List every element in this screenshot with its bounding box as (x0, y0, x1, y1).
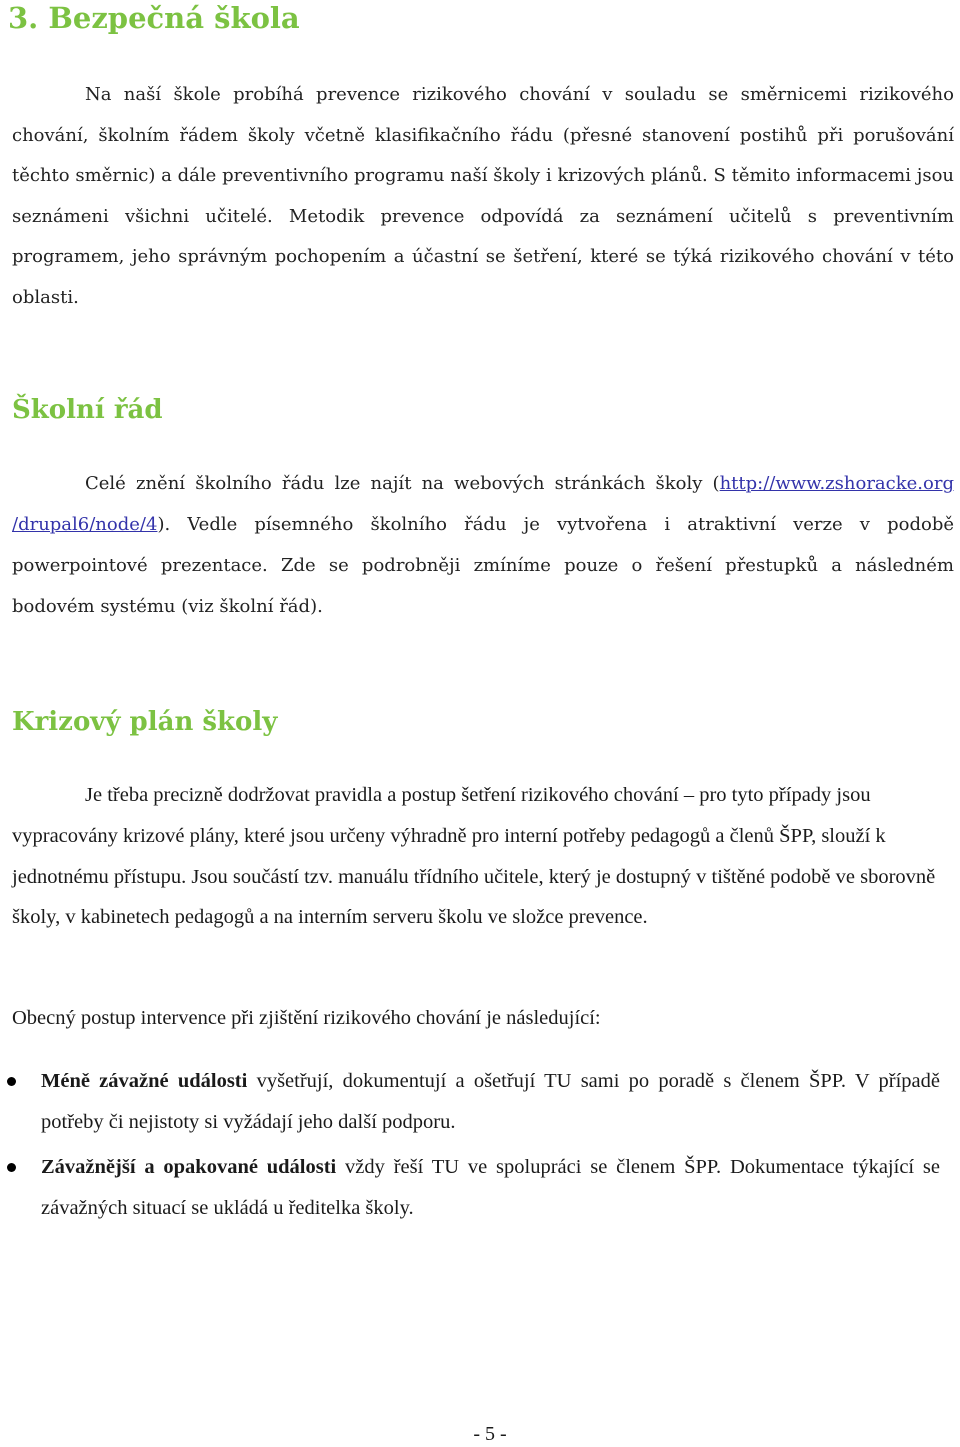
bullet-icon (7, 1077, 16, 1086)
krizovy-plan-heading: Krizový plán školy (12, 707, 278, 737)
intervention-intro: Obecný postup intervence při zjištění rizikového chování je následující: (12, 1007, 601, 1029)
school-website-link[interactable]: http://www.zshoracke.org /drupal6/node/4 (12, 473, 954, 535)
bullet-text: vždy řeší TU ve spolupráci se členem ŠPP. Dokumentace týkající se závažných situací se ukládá u ředitelka školy. (41, 1156, 940, 1219)
page-number: - 5 - (473, 1423, 507, 1445)
skolni-rad-text-end: ). Vedle písemného školního řádu je vytvořena i atraktivní verze v podobě powerpointové prezentace. Zde se podrobněji zmíníme pouze o řešení přestupků a následném bodovém systému (viz školní řád). (12, 514, 954, 617)
krizovy-plan-paragraph: Je třeba precizně dodržovat pravidla a postup šetření rizikového chování – pro tyto případy jsou vypracovány krizové plány, které jsou určeny výhradně pro interní potřeby pedagogů a členů ŠPP, slouží k jednotnému přístupu. Jsou součástí tzv. manuálu třídního učitele, který je dostupný v tištěné podobě ve sborovně školy, v kabinetech pedagogů a na interním serveru školu ve složce prevence. (12, 784, 936, 929)
skolni-rad-paragraph (12, 463, 954, 627)
list-item (0, 1061, 940, 1143)
intro-paragraph: Na naší škole probíhá prevence rizikového chování v souladu se směrnicemi rizikového chování, školním řádem školy včetně klasifikačního řádu (přesné stanovení postihů při porušování těchto směrnic) a dále preventivního programu naší školy i krizových plánů. S těmito informacemi jsou seznámeni všichni učitelé. Metodik prevence odpovídá za seznámení učitelů s preventivním programem, jeho správným pochopením a účastní se šetření, které se týká rizikového chování v této oblasti. (12, 84, 954, 308)
skolni-rad-heading: Školní řád (12, 395, 163, 425)
bullet-bold-label: Závažnější a opakované události (41, 1156, 337, 1178)
skolni-rad-text-start: Celé znění školního řádu lze najít na webových stránkách školy ( (85, 473, 720, 494)
section-title: 3. Bezpečná škola (8, 1, 300, 35)
intervention-list (0, 1061, 960, 1233)
list-item (0, 1147, 940, 1229)
bullet-bold-label: Méně závažné události (41, 1070, 248, 1092)
bullet-icon (7, 1163, 16, 1172)
bullet-text: vyšetřují, dokumentují a ošetřují TU sami po poradě s členem ŠPP. V případě potřeby či nejistoty si vyžádají jeho další podporu. (41, 1070, 940, 1133)
